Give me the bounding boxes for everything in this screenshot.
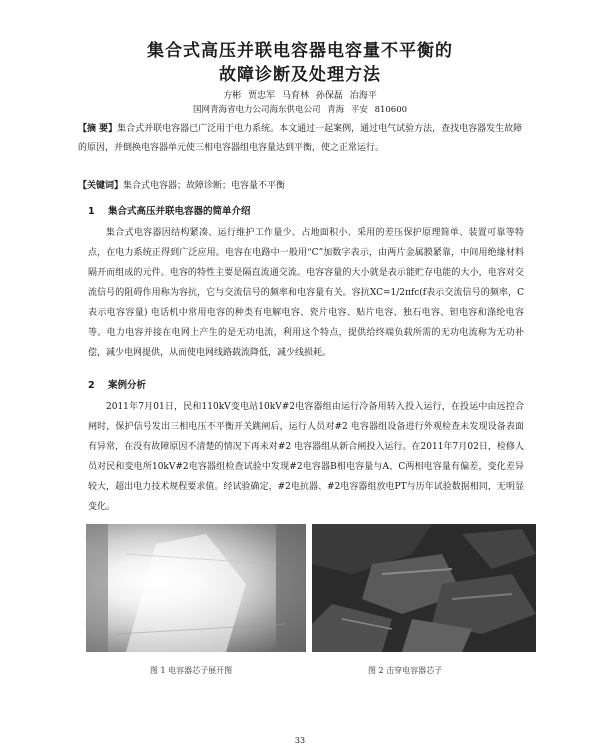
- affiliation: 国网青海省电力公司海东供电公司 青海 平安 810600: [192, 105, 408, 115]
- title-line-1: 集合式高压并联电容器电容量不平衡的: [147, 41, 453, 61]
- figure-2-broken-core-photo: [312, 524, 536, 652]
- keywords-text: 集合式电容器；故障诊断；电容量不平衡: [123, 181, 286, 191]
- section-2-title: 案例分析: [108, 380, 147, 391]
- section-1-number: 1: [88, 206, 95, 217]
- section-1-title: 集合式高压并联电容器的简单介绍: [108, 206, 251, 217]
- keywords: [78, 178, 524, 191]
- title-line-2: 故障诊断及处理方法: [219, 65, 381, 85]
- abstract: [78, 120, 524, 158]
- authors: 方彬 贾忠军 马育林 孙保磊 冶海平: [223, 91, 377, 101]
- section-1-heading: [88, 203, 251, 217]
- figure-2-caption: 图 2 击穿电容器芯子: [368, 666, 443, 675]
- section-2-heading: [88, 377, 146, 391]
- section-2-paragraph: 2011年7月01日，民和110kV变电站10kV#2电容器组由运行冷备用转入投入运行，在投运中由远控合闸时，保护信号发出三相电压不平衡开关跳闸后，运行人员对#2 电容器组设备进行外观检查未发现设备表面有异常，在没有故障原因不清楚的情况下再未对#2 电容器组从新合闸投入运行。在2011年7月02日，检修人员对民和变电所10kV#2电容器组检查试验中发现#2电容器B相电容量与A、C两相电容量有偏差，变化差异较大，超出电力技术规程要求值。经试验确定，#2电抗器、#2电容器组放电PT与历年试验数据相同，无明显变化。: [88, 402, 524, 512]
- figure-1-graphic: [86, 524, 306, 652]
- figure-1-caption: 图 1 电容器芯子展开图: [150, 666, 233, 675]
- keywords-label: 【关键词】: [78, 181, 124, 191]
- abstract-text: 集合式并联电容器已广泛用于电力系统。本文通过一起案例，通过电气试验方法，查找电容器发生故障的原因，并倒换电容器单元使三相电容器组电容量达到平衡，使之正常运行。: [78, 124, 523, 153]
- abstract-label: 【摘 要】: [78, 124, 118, 134]
- figure-1-capacitor-core-photo: [86, 524, 306, 652]
- section-2-number: 2: [88, 380, 95, 391]
- page-number: 33: [294, 736, 306, 745]
- figure-2-graphic: [312, 524, 536, 652]
- section-1-paragraph: 集合式电容器因结构紧凑、运行维护工作量少、占地面积小、采用的差压保护原理简单、装置可靠等特点，在电力系统正得到广泛应用。电容在电路中一般用“C”加数字表示，由两片金属膜紧靠，中间用绝缘材料隔开而组成的元件。电容的特性主要是隔直流通交流。电容容量的大小就是表示能贮存电能的大小，电容对交流信号的阻碍作用称为容抗，它与交流信号的频率和电容量有关。容抗XC=1/2πfc(f表示交流信号的频率，C表示电容容量) 电话机中常用电容的种类有电解电容、瓷片电容、贴片电容、独石电容、钽电容和涤纶电容等。电力电容并接在电网上产生的是无功电流，利用这个特点，提供给终端负载所需的无功电流称为无功补偿，减少电网提供，从而使电网线路载流降低，减少线损耗。: [88, 228, 524, 358]
